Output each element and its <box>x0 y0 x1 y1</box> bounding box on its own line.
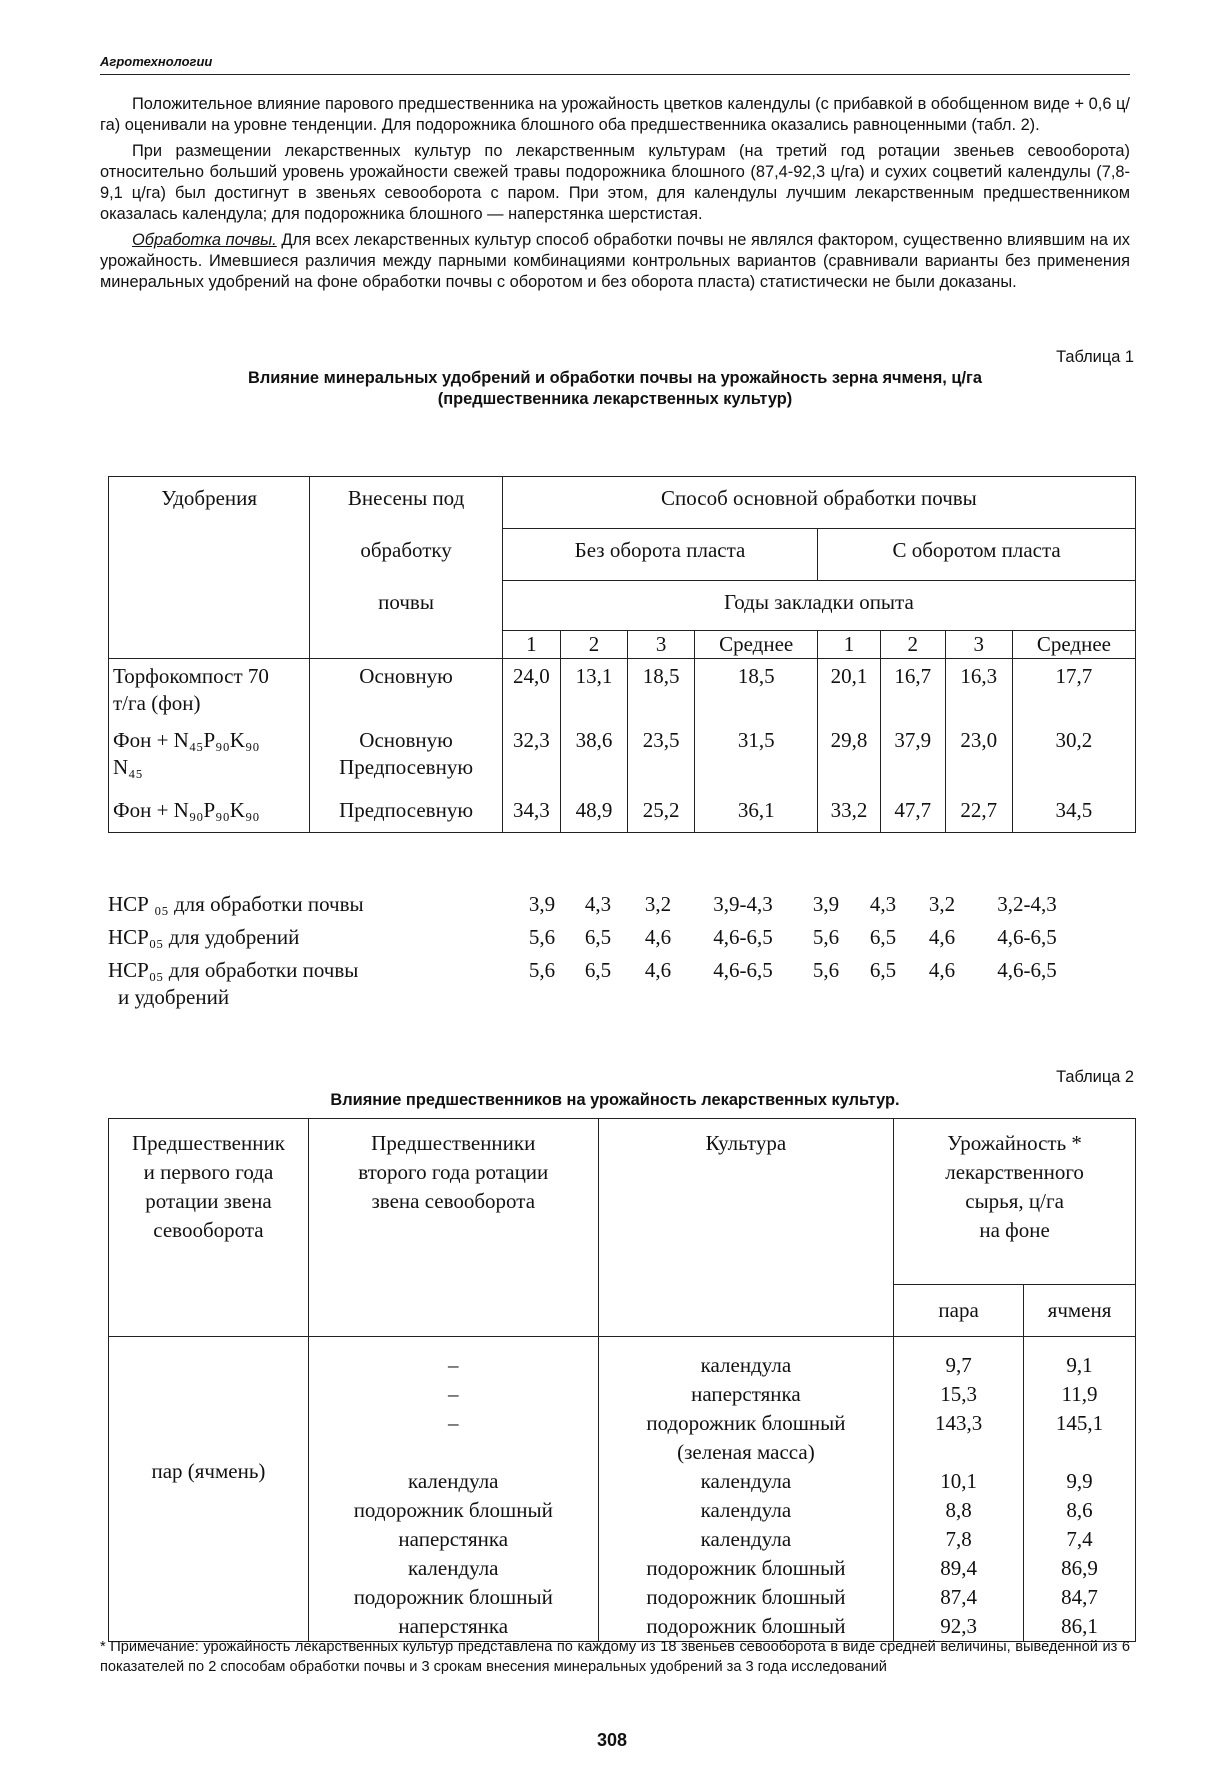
table1-col-year2: 2 <box>880 631 945 659</box>
table-cell: 84,7 <box>1024 1583 1136 1612</box>
table-cell: 6,5 <box>584 958 612 982</box>
table-cell: 23,0 <box>945 727 1012 797</box>
table-cell: 18,5 <box>695 659 818 727</box>
table1-header-fertilizers: Удобрения <box>109 477 310 529</box>
table-cell: 4,6 <box>644 925 672 949</box>
table1-header-years: Годы закладки опыта <box>502 581 1135 631</box>
table-cell: 36,1 <box>695 797 818 833</box>
table-cell: 3,2 <box>644 892 672 916</box>
table-cell: 9,9 <box>1024 1467 1136 1496</box>
fertilizer-line: т/га (фон) <box>113 691 201 715</box>
table-cell: 4,3 <box>584 892 612 916</box>
table1-title-line1: Влияние минеральных удобрений и обработки почвы на урожайность зерна ячменя, ц/га <box>248 369 982 387</box>
table1-header-empty <box>109 631 310 659</box>
header-line: сырья, ц/га <box>965 1189 1064 1213</box>
table-cell: 6,5 <box>584 925 612 949</box>
fertilizer-line: Фон + N₉₀P₉₀K₉₀ <box>113 797 260 822</box>
table-cell: 5,6 <box>812 958 840 982</box>
table-cell: 6,5 <box>869 925 897 949</box>
table-row <box>109 659 1136 727</box>
table-cell: 34,5 <box>1012 797 1135 833</box>
table2-pred1-cell <box>109 1337 309 1642</box>
table-cell: подорожник блошный <box>598 1409 894 1438</box>
table2-pred1-label: пар (ячмень) <box>151 1459 266 1483</box>
paragraph-3-text: Для всех лекарственных культур способ обработки почвы не являлся фактором, существенно влиявшим на их урожайность. Имевшиеся различия между парными комбинациями контрольных вариантов (сравнивали варианты без применения минеральных удобрений на фоне обработки почвы с оборотом и без оборота пласта) статистически не были доказаны. <box>100 230 1130 292</box>
table-cell: 29,8 <box>818 727 881 797</box>
table1 <box>108 476 1136 833</box>
table-cell <box>894 1438 1024 1467</box>
table-cell: наперстянка <box>598 1380 894 1409</box>
table-cell: 4,6-6,5 <box>997 958 1057 982</box>
table-cell: 15,3 <box>894 1380 1024 1409</box>
table-cell: 16,7 <box>880 659 945 727</box>
table-cell: 8,8 <box>894 1496 1024 1525</box>
table1-col-year1: 1 <box>818 631 881 659</box>
lsd-label <box>108 921 516 954</box>
table1-col-mean: Среднее <box>695 631 818 659</box>
table-cell: 3,2 <box>928 892 956 916</box>
lsd-row <box>108 888 1136 921</box>
table-cell: 30,2 <box>1012 727 1135 797</box>
lsd-row <box>108 921 1136 954</box>
table-cell: 86,1 <box>1024 1612 1136 1642</box>
table-cell: 3,9 <box>812 892 840 916</box>
table-cell: (зеленая масса) <box>598 1438 894 1467</box>
table1-header-empty <box>109 581 310 631</box>
table-cell: 11,9 <box>1024 1380 1136 1409</box>
applied-line: Основную <box>359 727 453 752</box>
table1-applied-cell <box>310 797 502 833</box>
table-cell: 38,6 <box>560 727 627 797</box>
header-line: лекарственного <box>945 1160 1084 1184</box>
table-cell: – <box>308 1409 598 1438</box>
table-cell: 145,1 <box>1024 1409 1136 1438</box>
table1-col-year1: 1 <box>502 631 560 659</box>
table-cell: 7,4 <box>1024 1525 1136 1554</box>
table-cell: 23,5 <box>628 727 695 797</box>
table-cell: 5,6 <box>812 925 840 949</box>
table-cell: 31,5 <box>695 727 818 797</box>
table-cell: 7,8 <box>894 1525 1024 1554</box>
table1-header-method: Способ основной обработки почвы <box>502 477 1135 529</box>
table-cell: 5,6 <box>528 925 556 949</box>
table1-header-applied-1: Внесены под <box>310 477 502 529</box>
table1-header-empty <box>310 631 502 659</box>
paragraph-3 <box>100 230 1130 294</box>
table-cell: – <box>308 1380 598 1409</box>
header-line: ротации звена <box>145 1189 272 1213</box>
table-cell: 89,4 <box>894 1554 1024 1583</box>
table2-header-fallow: пара <box>894 1285 1024 1337</box>
footnote: * Примечание: урожайность лекарственных культур представлена по каждому из 18 звеньев севооборота в виде средней величины, выведенной из 6 показателей по 2 способам обработки почвы и 3 срокам внесения минеральных удобрений за 3 года исследований <box>100 1639 1130 1675</box>
table-cell: подорожник блошный <box>308 1496 598 1525</box>
table1-fertilizer-cell <box>109 727 310 797</box>
table-cell: 24,0 <box>502 659 560 727</box>
page-number: 308 <box>596 1730 628 1750</box>
table-cell: 5,6 <box>528 958 556 982</box>
running-head: Агротехнологии <box>100 54 213 69</box>
table-row <box>109 1337 1136 1381</box>
header-line: второго года ротации <box>358 1160 549 1184</box>
lsd-label <box>108 954 516 1014</box>
table-cell: 4,6-6,5 <box>713 925 773 949</box>
table-cell: 4,6 <box>644 958 672 982</box>
table-cell: 3,9-4,3 <box>713 892 773 916</box>
table-cell: 4,6-6,5 <box>713 958 773 982</box>
fertilizer-line: Торфокомпост 70 <box>113 664 269 688</box>
table1-applied-cell <box>310 727 502 797</box>
applied-line: Предпосевную <box>339 797 474 822</box>
paragraph-3-heading: Обработка почвы. <box>132 230 277 249</box>
table-cell: 4,6-6,5 <box>997 925 1057 949</box>
table1-title-line2: (предшественника лекарственных культур) <box>437 390 793 408</box>
table1-col-mean: Среднее <box>1012 631 1135 659</box>
table1-header-applied-3: почвы <box>310 581 502 631</box>
table-cell: календула <box>308 1554 598 1583</box>
table-cell: 4,3 <box>869 892 897 916</box>
table-cell: календула <box>598 1337 894 1381</box>
paragraph-1 <box>100 94 1130 137</box>
table-cell: 8,6 <box>1024 1496 1136 1525</box>
table-cell: 22,7 <box>945 797 1012 833</box>
header-line: Урожайность * <box>947 1131 1082 1155</box>
lsd-label-line: НСР ₀₅ для обработки почвы <box>108 892 364 916</box>
table1-col-year3: 3 <box>945 631 1012 659</box>
table-cell: 10,1 <box>894 1467 1024 1496</box>
table-cell: календула <box>308 1467 598 1496</box>
table-cell: 3,2-4,3 <box>997 892 1057 916</box>
lsd-label-line: НСР₀₅ для обработки почвы <box>108 958 359 982</box>
table-cell: 20,1 <box>818 659 881 727</box>
paragraph-1-text: Положительное влияние парового предшественника на урожайность цветков календулы (с прибавкой в обобщенном виде + 0,6 ц/га) оценивали на уровне тенденции. Для подорожника блошного оба предшественника оказались равноценными (табл. 2). <box>100 95 1130 135</box>
table2-header-pred2 <box>308 1119 598 1337</box>
table2-title: Влияние предшественников на урожайность лекарственных культур. <box>330 1091 900 1109</box>
table2-header-yield <box>894 1119 1136 1285</box>
header-line: Предшественник <box>131 1131 285 1155</box>
table-cell <box>1024 1438 1136 1467</box>
table-cell: календула <box>598 1496 894 1525</box>
table-cell: 25,2 <box>628 797 695 833</box>
table-cell: 16,3 <box>945 659 1012 727</box>
table1-number: Таблица 1 <box>1056 348 1134 366</box>
table-cell: 4,6 <box>928 925 956 949</box>
table-cell: – <box>308 1337 598 1381</box>
header-line: на фоне <box>979 1218 1050 1242</box>
table-cell: 4,6 <box>928 958 956 982</box>
table-cell: подорожник блошный <box>598 1583 894 1612</box>
table-cell: 33,2 <box>818 797 881 833</box>
table-cell: 37,9 <box>880 727 945 797</box>
applied-line: Предпосевную <box>339 754 474 779</box>
table-cell: 87,4 <box>894 1583 1024 1612</box>
lsd-row <box>108 954 1136 1014</box>
table-cell: 9,1 <box>1024 1337 1136 1381</box>
table1-header-no-turn: Без оборота пласта <box>502 529 817 581</box>
table-cell: 47,7 <box>880 797 945 833</box>
table-cell: подорожник блошный <box>598 1554 894 1583</box>
table1-header-applied-2: обработку <box>310 529 502 581</box>
lsd-label-line: НСР₀₅ для удобрений <box>108 925 300 949</box>
table-row <box>109 797 1136 833</box>
table-cell <box>308 1438 598 1467</box>
table-row <box>109 727 1136 797</box>
header-rule <box>100 74 1130 75</box>
table-cell: 32,3 <box>502 727 560 797</box>
paragraph-2 <box>100 141 1130 226</box>
table-cell: 92,3 <box>894 1612 1024 1642</box>
table1-applied-cell <box>310 659 502 727</box>
table-cell: 86,9 <box>1024 1554 1136 1583</box>
table-cell: подорожник блошный <box>598 1612 894 1642</box>
table-cell: 6,5 <box>869 958 897 982</box>
applied-line: Основную <box>359 664 453 688</box>
table2-header-pred1 <box>109 1119 309 1337</box>
table-cell: 48,9 <box>560 797 627 833</box>
table-cell: наперстянка <box>308 1612 598 1642</box>
table-cell: наперстянка <box>308 1525 598 1554</box>
table2-header-barley: ячменя <box>1024 1285 1136 1337</box>
header-line: звена севооборота <box>371 1189 536 1213</box>
fertilizer-line: Фон + N₄₅P₉₀K₉₀ <box>113 727 260 752</box>
table-cell: 3,9 <box>528 892 556 916</box>
table1-fertilizer-cell <box>109 659 310 727</box>
table-cell: 13,1 <box>560 659 627 727</box>
fertilizer-line: N₄₅ <box>113 754 143 779</box>
table1-header-empty <box>109 529 310 581</box>
table-cell: календула <box>598 1525 894 1554</box>
table2-number: Таблица 2 <box>1056 1068 1134 1086</box>
table1-col-year2: 2 <box>560 631 627 659</box>
header-line: и первого года <box>143 1160 274 1184</box>
table-cell: 9,7 <box>894 1337 1024 1381</box>
table-cell: 143,3 <box>894 1409 1024 1438</box>
header-line: севооборота <box>153 1218 264 1242</box>
table1-header-turn: С оборотом пласта <box>818 529 1136 581</box>
table-cell: 18,5 <box>628 659 695 727</box>
table2 <box>108 1118 1136 1642</box>
table2-header-crop: Культура <box>598 1119 894 1337</box>
table1-title <box>100 368 1130 410</box>
table-cell: 17,7 <box>1012 659 1135 727</box>
table-cell: 34,3 <box>502 797 560 833</box>
lsd-label <box>108 888 516 921</box>
table-cell: календула <box>598 1467 894 1496</box>
table-cell: подорожник блошный <box>308 1583 598 1612</box>
table1-col-year3: 3 <box>628 631 695 659</box>
lsd-label-line: и удобрений <box>118 985 230 1009</box>
paragraph-2-text: При размещении лекарственных культур по лекарственным культурам (на третий год ротации звеньев севооборота) относительно больший уровень урожайности свежей травы подорожника блошного (87,4-92,3 ц/га) и сухих соцветий календулы (7,8-9,1 ц/га) был достигнут в звеньях севооборота с паром. При этом, для календулы лучшим лекарственным предшественником оказалась календула; для подорожника блошного — наперстянка шерстистая. <box>100 141 1130 224</box>
table1-fertilizer-cell <box>109 797 310 833</box>
body-text <box>100 94 1130 298</box>
table1-lsd-block <box>108 888 1136 1014</box>
header-line: Предшественники <box>371 1131 536 1155</box>
